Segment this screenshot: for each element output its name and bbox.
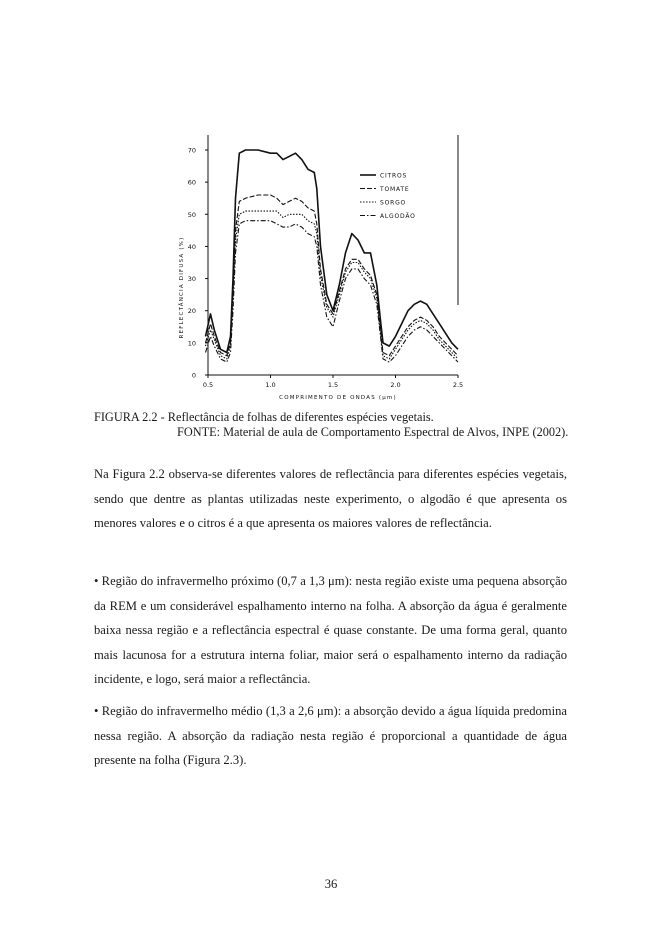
- reflectance-chart: [170, 125, 475, 410]
- series-line-3: [206, 221, 459, 362]
- series-line-0: [206, 150, 459, 353]
- legend-label: TOMATE: [380, 186, 410, 193]
- x-tick-label: 2.0: [390, 381, 401, 389]
- y-tick-label: 0: [191, 371, 196, 380]
- paragraph-1: Na Figura 2.2 observa-se diferentes valores de reflectância para diferentes espécies vegetais, sendo que dentre as plantas utilizadas neste experimento, o algodão é que apresenta os menores valores e o citros é a que apresenta os maiores valores de reflectância.: [94, 467, 567, 530]
- x-tick-label: 1.5: [327, 381, 339, 389]
- y-tick-label: 60: [187, 178, 196, 187]
- series-line-1: [206, 195, 459, 356]
- chart-svg: [170, 125, 475, 410]
- caption-label: FIGURA 2.2 - Reflectância de folhas de diferentes espécies vegetais.: [94, 410, 434, 424]
- y-tick-label: 20: [187, 307, 196, 316]
- paragraph-3: • Região do infravermelho médio (1,3 a 2,6 μm): a absorção devido a água líquida predomina nessa região. A absorção da radiação nesta região é proporcional a quantidade de água presente na folha (Figura 2.3).: [94, 704, 567, 767]
- y-tick-label: 70: [187, 146, 196, 155]
- y-tick-label: 30: [187, 275, 196, 284]
- x-tick-label: 0.5: [202, 381, 214, 389]
- y-axis-label: REFLECTÂNCIA DIFUSA (%): [179, 236, 185, 339]
- legend-label: CITROS: [380, 172, 408, 180]
- legend-label: ALGODÃO: [380, 213, 416, 220]
- x-axis-label: COMPRIMENTO DE ONDAS (μm): [279, 395, 397, 401]
- y-tick-label: 50: [187, 210, 196, 219]
- paragraph-2: • Região do infravermelho próximo (0,7 a 1,3 μm): nesta região existe uma pequena absorção da REM e um considerável espalhamento interno na folha. A absorção da água é geralmente baixa nessa região e a reflectância espectral é quase constante. De uma forma geral, quanto mais lacunosa for a estrutura interna foliar, maior será o espalhamento interno da radiação incidente, e logo, será maior a reflectância.: [94, 574, 567, 686]
- y-tick-label: 40: [187, 242, 196, 251]
- x-tick-label: 2.5: [452, 381, 464, 389]
- series-line-2: [206, 211, 459, 359]
- page-number: 36: [324, 877, 338, 891]
- x-tick-label: 1.0: [265, 381, 276, 389]
- figure-caption: [94, 410, 574, 439]
- legend-label: SORGO: [380, 199, 407, 207]
- y-tick-label: 10: [187, 339, 196, 348]
- caption-source: FONTE: Material de aula de Comportamento Espectral de Alvos, INPE (2002).: [177, 424, 569, 439]
